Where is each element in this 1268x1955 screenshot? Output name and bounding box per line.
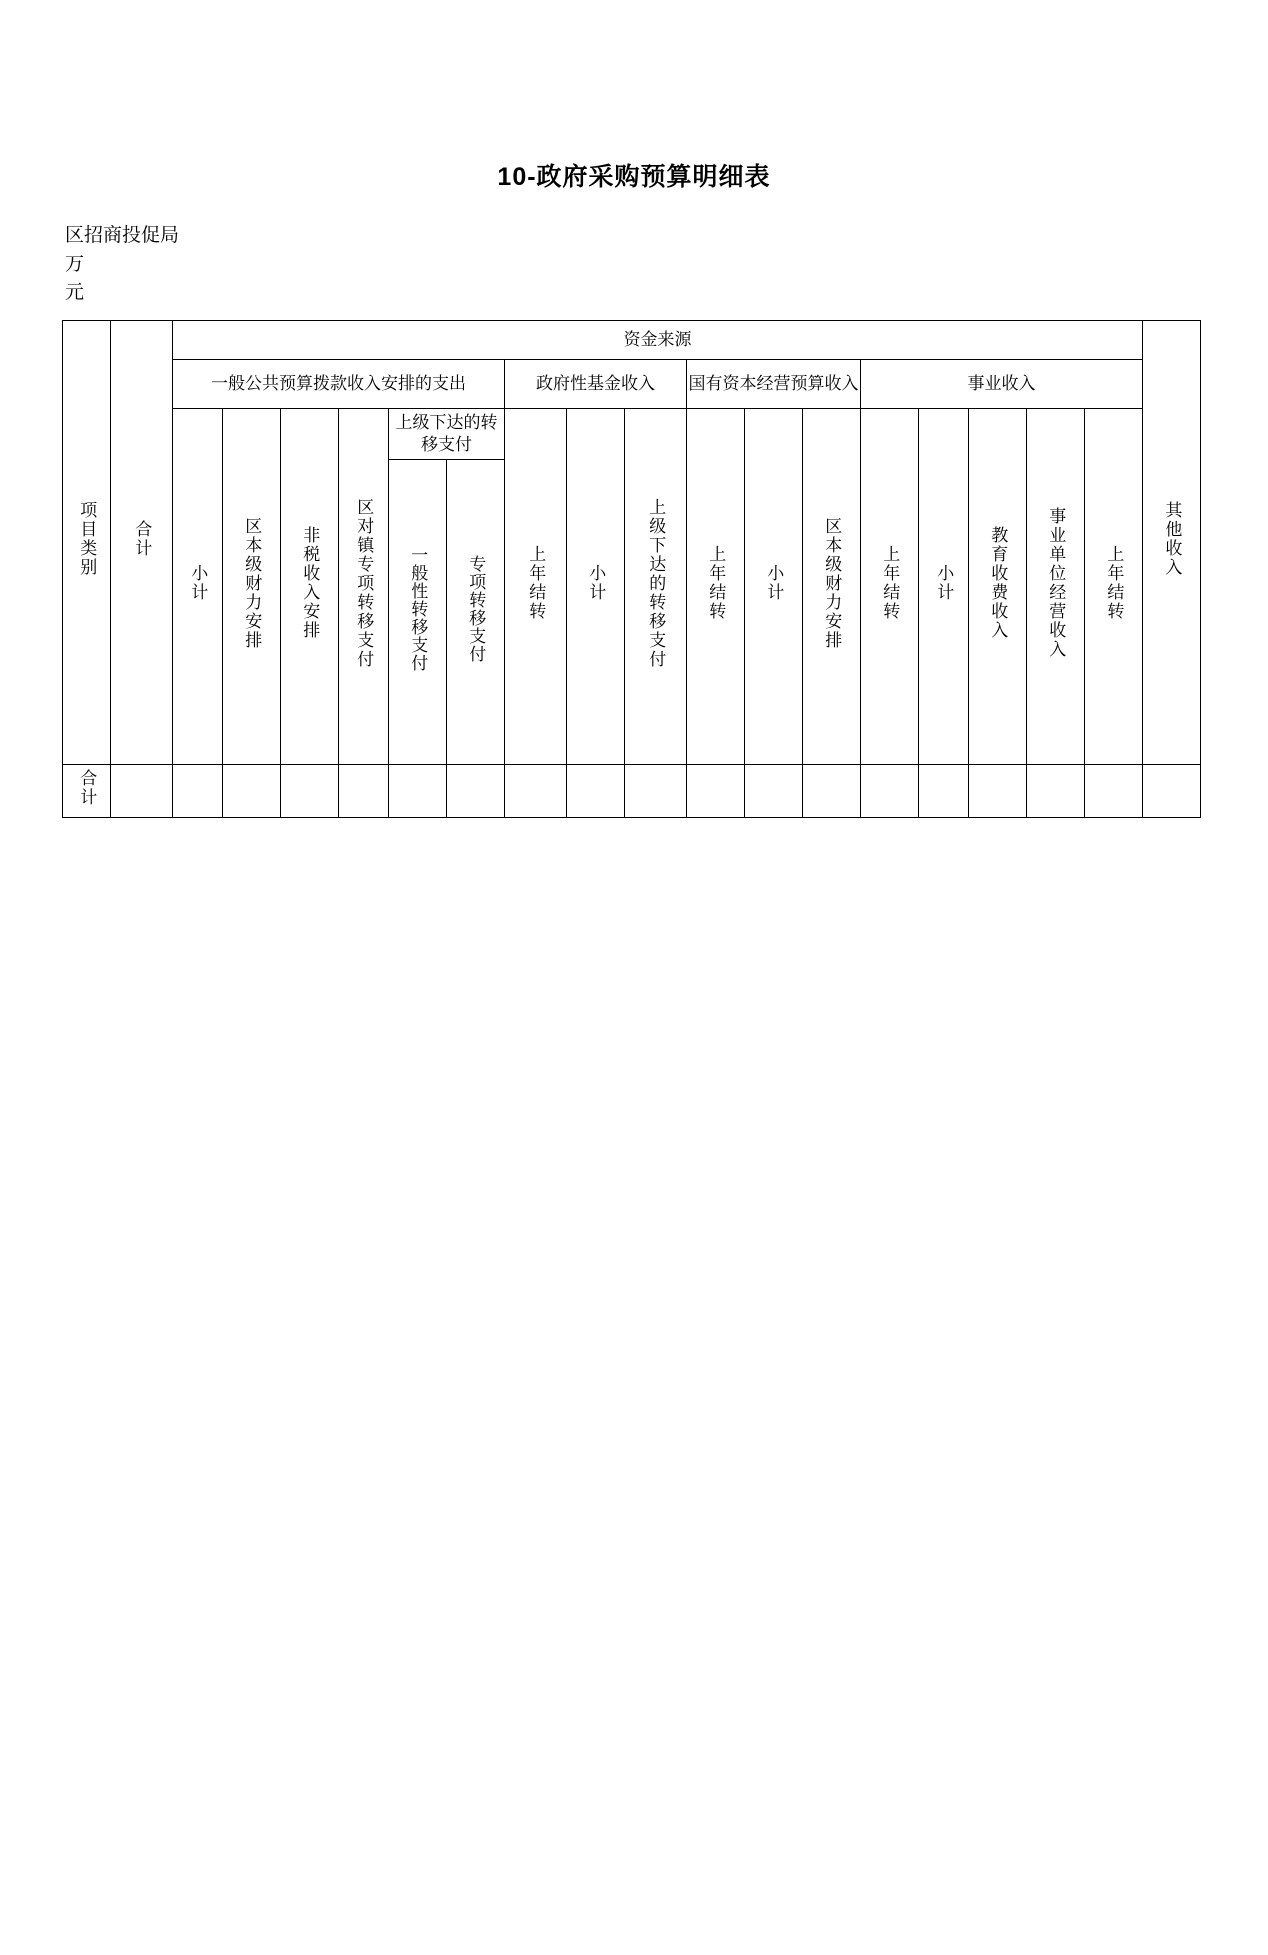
header-gf-special-transfer: 专项转移支付 — [447, 459, 505, 764]
cell-fund-transfer — [625, 764, 687, 817]
cell-gf-special-transfer — [447, 764, 505, 817]
header-project-type: 项目类别 — [63, 320, 111, 764]
header-biz-unit-operating: 事业单位经营收入 — [1027, 408, 1085, 764]
unit-measure-line2: 元 — [65, 282, 85, 303]
header-group-general-public-budget: 一般公共预算拨款收入安排的支出 — [173, 359, 505, 408]
cell-gf-district-level — [223, 764, 281, 817]
header-fund-carryover: 上年结转 — [687, 408, 745, 764]
header-gf-non-tax: 非税收入安排 — [281, 408, 339, 764]
cell-soc-subtotal — [745, 764, 803, 817]
header-group-business-income: 事业收入 — [861, 359, 1143, 408]
header-gf-district-level: 区本级财力安排 — [223, 408, 281, 764]
page-title: 10-政府采购预算明细表 — [497, 163, 771, 191]
page — [0, 162, 1268, 1955]
header-gf-subtotal: 小计 — [173, 408, 223, 764]
cell-total — [111, 764, 173, 817]
header-fund-subtotal: 小计 — [567, 408, 625, 764]
header-group-state-capital-operating: 国有资本经营预算收入 — [687, 359, 861, 408]
header-group-gov-fund-income: 政府性基金收入 — [505, 359, 687, 408]
cell-biz-subtotal — [919, 764, 969, 817]
header-biz-edu-fee: 教育收费收入 — [969, 408, 1027, 764]
procurement-budget-table — [62, 320, 1201, 818]
header-soc-district-level: 区本级财力安排 — [803, 408, 861, 764]
header-gf-general-transfer: 一般性转移支付 — [389, 459, 447, 764]
cell-gf-general-transfer — [389, 764, 447, 817]
cell-biz-carryover — [1085, 764, 1143, 817]
header-other-income: 其他收入 — [1143, 320, 1201, 764]
header-gf-district-to-town: 区对镇专项转移支付 — [339, 408, 389, 764]
header-funding-source: 资金来源 — [173, 320, 1143, 359]
header-gf-transfer-group: 上级下达的转移支付 — [389, 408, 505, 459]
table-header-row-band3 — [63, 408, 1201, 459]
cell-gf-district-to-town — [339, 764, 389, 817]
row-label-total: 合计 — [63, 764, 111, 817]
cell-gf-non-tax — [281, 764, 339, 817]
cell-other-income — [1143, 764, 1201, 817]
header-total: 合计 — [111, 320, 173, 764]
header-gf-carryover: 上年结转 — [505, 408, 567, 764]
header-soc-carryover: 上年结转 — [861, 408, 919, 764]
table-row — [63, 764, 1201, 817]
unit-name: 区招商投促局 — [65, 225, 180, 246]
header-biz-carryover: 上年结转 — [1085, 408, 1143, 764]
table-header-row-band2 — [63, 359, 1201, 408]
cell-soc-district-level — [803, 764, 861, 817]
header-fund-transfer: 上级下达的转移支付 — [625, 408, 687, 764]
cell-biz-unit-operating — [1027, 764, 1085, 817]
header-biz-subtotal: 小计 — [919, 408, 969, 764]
cell-gf-carryover — [505, 764, 567, 817]
cell-fund-carryover — [687, 764, 745, 817]
cell-fund-subtotal — [567, 764, 625, 817]
table-header-row-band1 — [63, 320, 1201, 359]
cell-soc-carryover — [861, 764, 919, 817]
header-soc-subtotal: 小计 — [745, 408, 803, 764]
unit-measure-line1: 万 — [65, 253, 85, 275]
cell-gf-subtotal — [173, 764, 223, 817]
cell-biz-edu-fee — [969, 764, 1027, 817]
